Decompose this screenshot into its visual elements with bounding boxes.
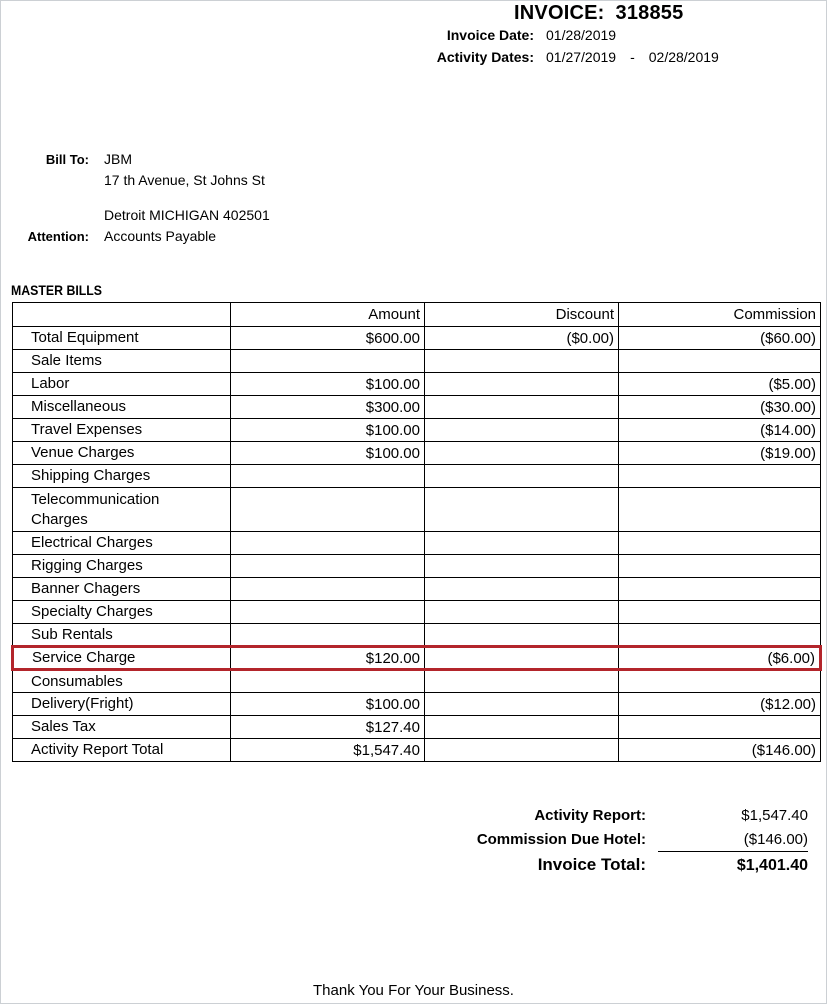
bill-row-discount (425, 532, 619, 555)
bill-row-amount: $1,547.40 (231, 739, 425, 762)
bill-row-amount: $300.00 (231, 396, 425, 419)
table-row (13, 716, 821, 739)
bill-row-label: Delivery(Fright) (13, 693, 231, 716)
attention-row (1, 228, 826, 249)
bill-row-label: Service Charge (13, 647, 231, 670)
bill-to-label: Bill To: (45, 152, 89, 167)
bill-row-discount (425, 716, 619, 739)
invoice-number: 318855 (615, 2, 684, 24)
bill-to-block (1, 151, 826, 249)
bill-row-amount (231, 465, 425, 488)
bill-to-address-row (1, 172, 826, 193)
footer-message: Thank You For Your Business. (313, 982, 514, 999)
bill-row-discount (425, 624, 619, 647)
bill-to-row (1, 151, 826, 172)
bill-row-amount: $120.00 (231, 647, 425, 670)
bill-row-commission: ($19.00) (619, 442, 821, 465)
bill-row-commission (619, 624, 821, 647)
invoice-date-value: 01/28/2019 (546, 27, 617, 43)
summary-row (1, 807, 826, 831)
activity-dates-row (1, 49, 826, 71)
bill-to-address-row (1, 207, 826, 228)
summary-block (1, 807, 826, 882)
table-row (13, 693, 821, 716)
bill-row-amount: $100.00 (231, 373, 425, 396)
invoice-date-row (1, 27, 826, 49)
bill-row-label: Total Equipment (13, 327, 231, 350)
bill-row-commission (619, 555, 821, 578)
bill-row-discount (425, 350, 619, 373)
table-row (13, 624, 821, 647)
summary-row (1, 855, 826, 882)
bill-row-amount (231, 350, 425, 373)
bill-to-name: JBM (104, 151, 132, 167)
bill-row-discount (425, 373, 619, 396)
bill-row-discount (425, 488, 619, 532)
table-row (13, 578, 821, 601)
bill-row-label: Consumables (13, 670, 231, 693)
attention-value: Accounts Payable (104, 228, 217, 244)
bill-row-label: Venue Charges (13, 442, 231, 465)
bill-row-label: Miscellaneous (13, 396, 231, 419)
bill-row-amount (231, 532, 425, 555)
bill-row-label: Specialty Charges (13, 601, 231, 624)
bill-row-commission (619, 716, 821, 739)
table-row (13, 373, 821, 396)
table-row (13, 465, 821, 488)
bill-row-discount (425, 465, 619, 488)
bill-row-amount (231, 624, 425, 647)
bill-to-address-row (1, 193, 826, 207)
table-row (13, 647, 821, 670)
bill-row-discount (425, 442, 619, 465)
table-header-row (13, 303, 821, 327)
activity-dates-value (546, 49, 719, 65)
column-header-commission: Commission (619, 303, 821, 327)
bill-row-commission (619, 670, 821, 693)
bill-row-discount (425, 396, 619, 419)
bill-row-label: Rigging Charges (13, 555, 231, 578)
bill-row-label: Sales Tax (13, 716, 231, 739)
bill-row-commission: ($146.00) (619, 739, 821, 762)
summary-value: $1,547.40 (741, 807, 808, 824)
bill-row-amount: $127.40 (231, 716, 425, 739)
bill-row-amount (231, 670, 425, 693)
bill-to-address-line: Detroit MICHIGAN 402501 (104, 207, 270, 223)
invoice-date-label: Invoice Date: (446, 27, 534, 43)
bill-row-discount: ($0.00) (425, 327, 619, 350)
table-row (13, 601, 821, 624)
bill-row-label: Telecommunication Charges (13, 488, 231, 532)
bill-row-amount (231, 488, 425, 532)
activity-end-date: 02/28/2019 (648, 49, 719, 65)
bill-row-label: Sub Rentals (13, 624, 231, 647)
invoice-title (514, 2, 683, 25)
bill-row-commission (619, 350, 821, 373)
bill-row-commission: ($14.00) (619, 419, 821, 442)
invoice-dates-block (1, 27, 826, 71)
bill-row-commission: ($30.00) (619, 396, 821, 419)
bill-row-label: Activity Report Total (13, 739, 231, 762)
bill-row-commission (619, 488, 821, 532)
bill-row-label: Travel Expenses (13, 419, 231, 442)
column-header-discount: Discount (425, 303, 619, 327)
bill-row-label: Shipping Charges (13, 465, 231, 488)
activity-dates-label: Activity Dates: (436, 49, 534, 65)
bill-row-commission: ($60.00) (619, 327, 821, 350)
bill-row-discount (425, 693, 619, 716)
summary-label: Commission Due Hotel: (476, 831, 646, 848)
bill-row-discount (425, 555, 619, 578)
bill-row-discount (425, 578, 619, 601)
bill-row-commission: ($6.00) (619, 647, 821, 670)
table-row (13, 532, 821, 555)
bill-row-commission (619, 601, 821, 624)
table-row (13, 442, 821, 465)
table-row (13, 350, 821, 373)
bill-row-discount (425, 670, 619, 693)
bill-row-label: Sale Items (13, 350, 231, 373)
date-range-separator: - (630, 49, 635, 65)
bill-row-commission (619, 578, 821, 601)
bill-row-amount: $600.00 (231, 327, 425, 350)
bill-row-amount (231, 555, 425, 578)
master-bills-body (13, 327, 821, 762)
bill-row-commission: ($12.00) (619, 693, 821, 716)
table-row (13, 419, 821, 442)
table-row (13, 488, 821, 532)
bill-row-label: Electrical Charges (13, 532, 231, 555)
table-row (13, 739, 821, 762)
bill-row-discount (425, 419, 619, 442)
bill-row-amount: $100.00 (231, 419, 425, 442)
master-bills-title: MASTER BILLS (11, 282, 103, 298)
summary-value: ($146.00) (658, 831, 808, 852)
bill-row-commission (619, 465, 821, 488)
attention-label: Attention: (27, 229, 89, 244)
table-row (13, 670, 821, 693)
bill-row-commission: ($5.00) (619, 373, 821, 396)
summary-label: Activity Report: (534, 807, 646, 824)
bill-row-commission (619, 532, 821, 555)
summary-value: $1,401.40 (736, 857, 808, 874)
column-header-item (13, 303, 231, 327)
bill-row-amount (231, 601, 425, 624)
bill-to-address-line: 17 th Avenue, St Johns St (104, 172, 265, 188)
table-row (13, 327, 821, 350)
bill-row-discount (425, 647, 619, 670)
bill-row-amount (231, 578, 425, 601)
bill-row-discount (425, 739, 619, 762)
bill-row-discount (425, 601, 619, 624)
master-bills-table (11, 302, 822, 762)
invoice-title-label: INVOICE: (514, 2, 605, 24)
bill-row-label: Banner Chagers (13, 578, 231, 601)
column-header-amount: Amount (231, 303, 425, 327)
bill-row-amount: $100.00 (231, 442, 425, 465)
activity-start-date: 01/27/2019 (546, 49, 617, 65)
summary-row (1, 831, 826, 855)
table-row (13, 555, 821, 578)
bill-row-amount: $100.00 (231, 693, 425, 716)
bill-row-label: Labor (13, 373, 231, 396)
table-row (13, 396, 821, 419)
summary-label: Invoice Total: (537, 855, 646, 874)
